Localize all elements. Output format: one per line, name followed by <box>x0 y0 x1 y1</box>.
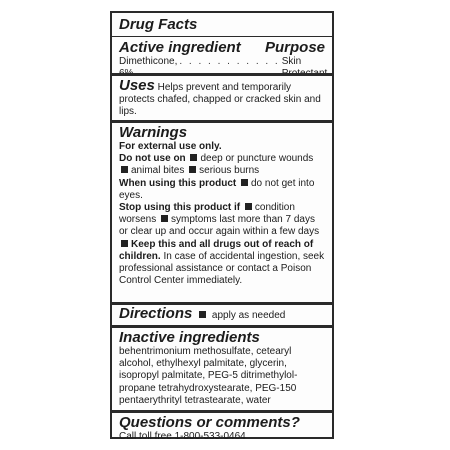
external-use-warning: For external use only. <box>119 141 222 152</box>
uses-heading: Uses <box>119 77 155 94</box>
directions-section <box>112 305 332 322</box>
bullet-square-icon <box>121 240 128 247</box>
accidental-ingestion-text: In case of accidental ingestion, seek professional assistance or contact a Poison Control Center immediately. <box>119 250 325 287</box>
drug-facts-title: Drug Facts <box>119 16 198 33</box>
directions-text: apply as needed <box>211 310 286 321</box>
questions-phone-text: Call toll free 1-800-533-0464 <box>119 431 246 442</box>
divider <box>112 120 332 123</box>
divider <box>112 36 332 37</box>
bullet-square-icon <box>190 154 197 161</box>
bullet-square-icon <box>121 166 128 173</box>
stop-using-warning: Stop using this product if condition worsens symptoms last more than 7 days or clear up and occur again within a few days Keep this and all drugs out of reach of children. In case of accidental ingestion, seek professional assistance or contact a Poison Control Center immediately. <box>119 202 325 287</box>
warnings-heading: Warnings <box>119 124 188 141</box>
bullet-square-icon <box>199 311 206 318</box>
bullet-square-icon <box>161 215 168 222</box>
keep-out-of-reach-warning: Keep this and all drugs out of reach of children. <box>119 238 314 262</box>
inactive-ingredients-heading: Inactive ingredients <box>119 329 260 346</box>
inactive-ingredients-text: behentrimonium methosulfate, cetearyl alcohol, ethylhexyl palmitate, glycerin, isopropyl palmitate, PEG-5 ditrimethylol-propane tetrahydroxystearate, PEG-150 pentaerythrityl tetrastearate, water <box>119 346 298 406</box>
inactive-ingredients-section <box>112 329 332 407</box>
do-not-use-warning: Do not use on deep or puncture wounds animal bites serious burns <box>119 153 314 177</box>
bullet-square-icon <box>245 203 252 210</box>
active-ingredient-purpose: Skin <box>281 56 302 67</box>
drug-facts-panel <box>110 11 334 442</box>
bullet-square-icon <box>189 166 196 173</box>
warnings-section <box>112 124 332 287</box>
divider <box>112 73 332 76</box>
uses-section <box>112 77 332 119</box>
questions-section <box>112 414 332 443</box>
leader-dots: . . . . . . . . . . . <box>179 56 280 67</box>
when-using-warning: When using this product do not get into eyes. <box>119 177 315 201</box>
directions-heading: Directions <box>119 305 193 322</box>
drug-facts-header <box>112 16 332 33</box>
divider <box>112 410 332 413</box>
divider <box>112 325 332 328</box>
bullet-square-icon <box>241 179 248 186</box>
uses-text: Helps prevent and temporarily protects chafed, chapped or cracked skin and lips. <box>119 82 321 118</box>
questions-heading: Questions or comments? <box>119 414 300 431</box>
active-ingredient-heading: Active ingredient <box>119 39 241 56</box>
active-ingredient-name: Dimethicone, <box>119 56 178 67</box>
purpose-heading: Purpose <box>264 39 325 56</box>
